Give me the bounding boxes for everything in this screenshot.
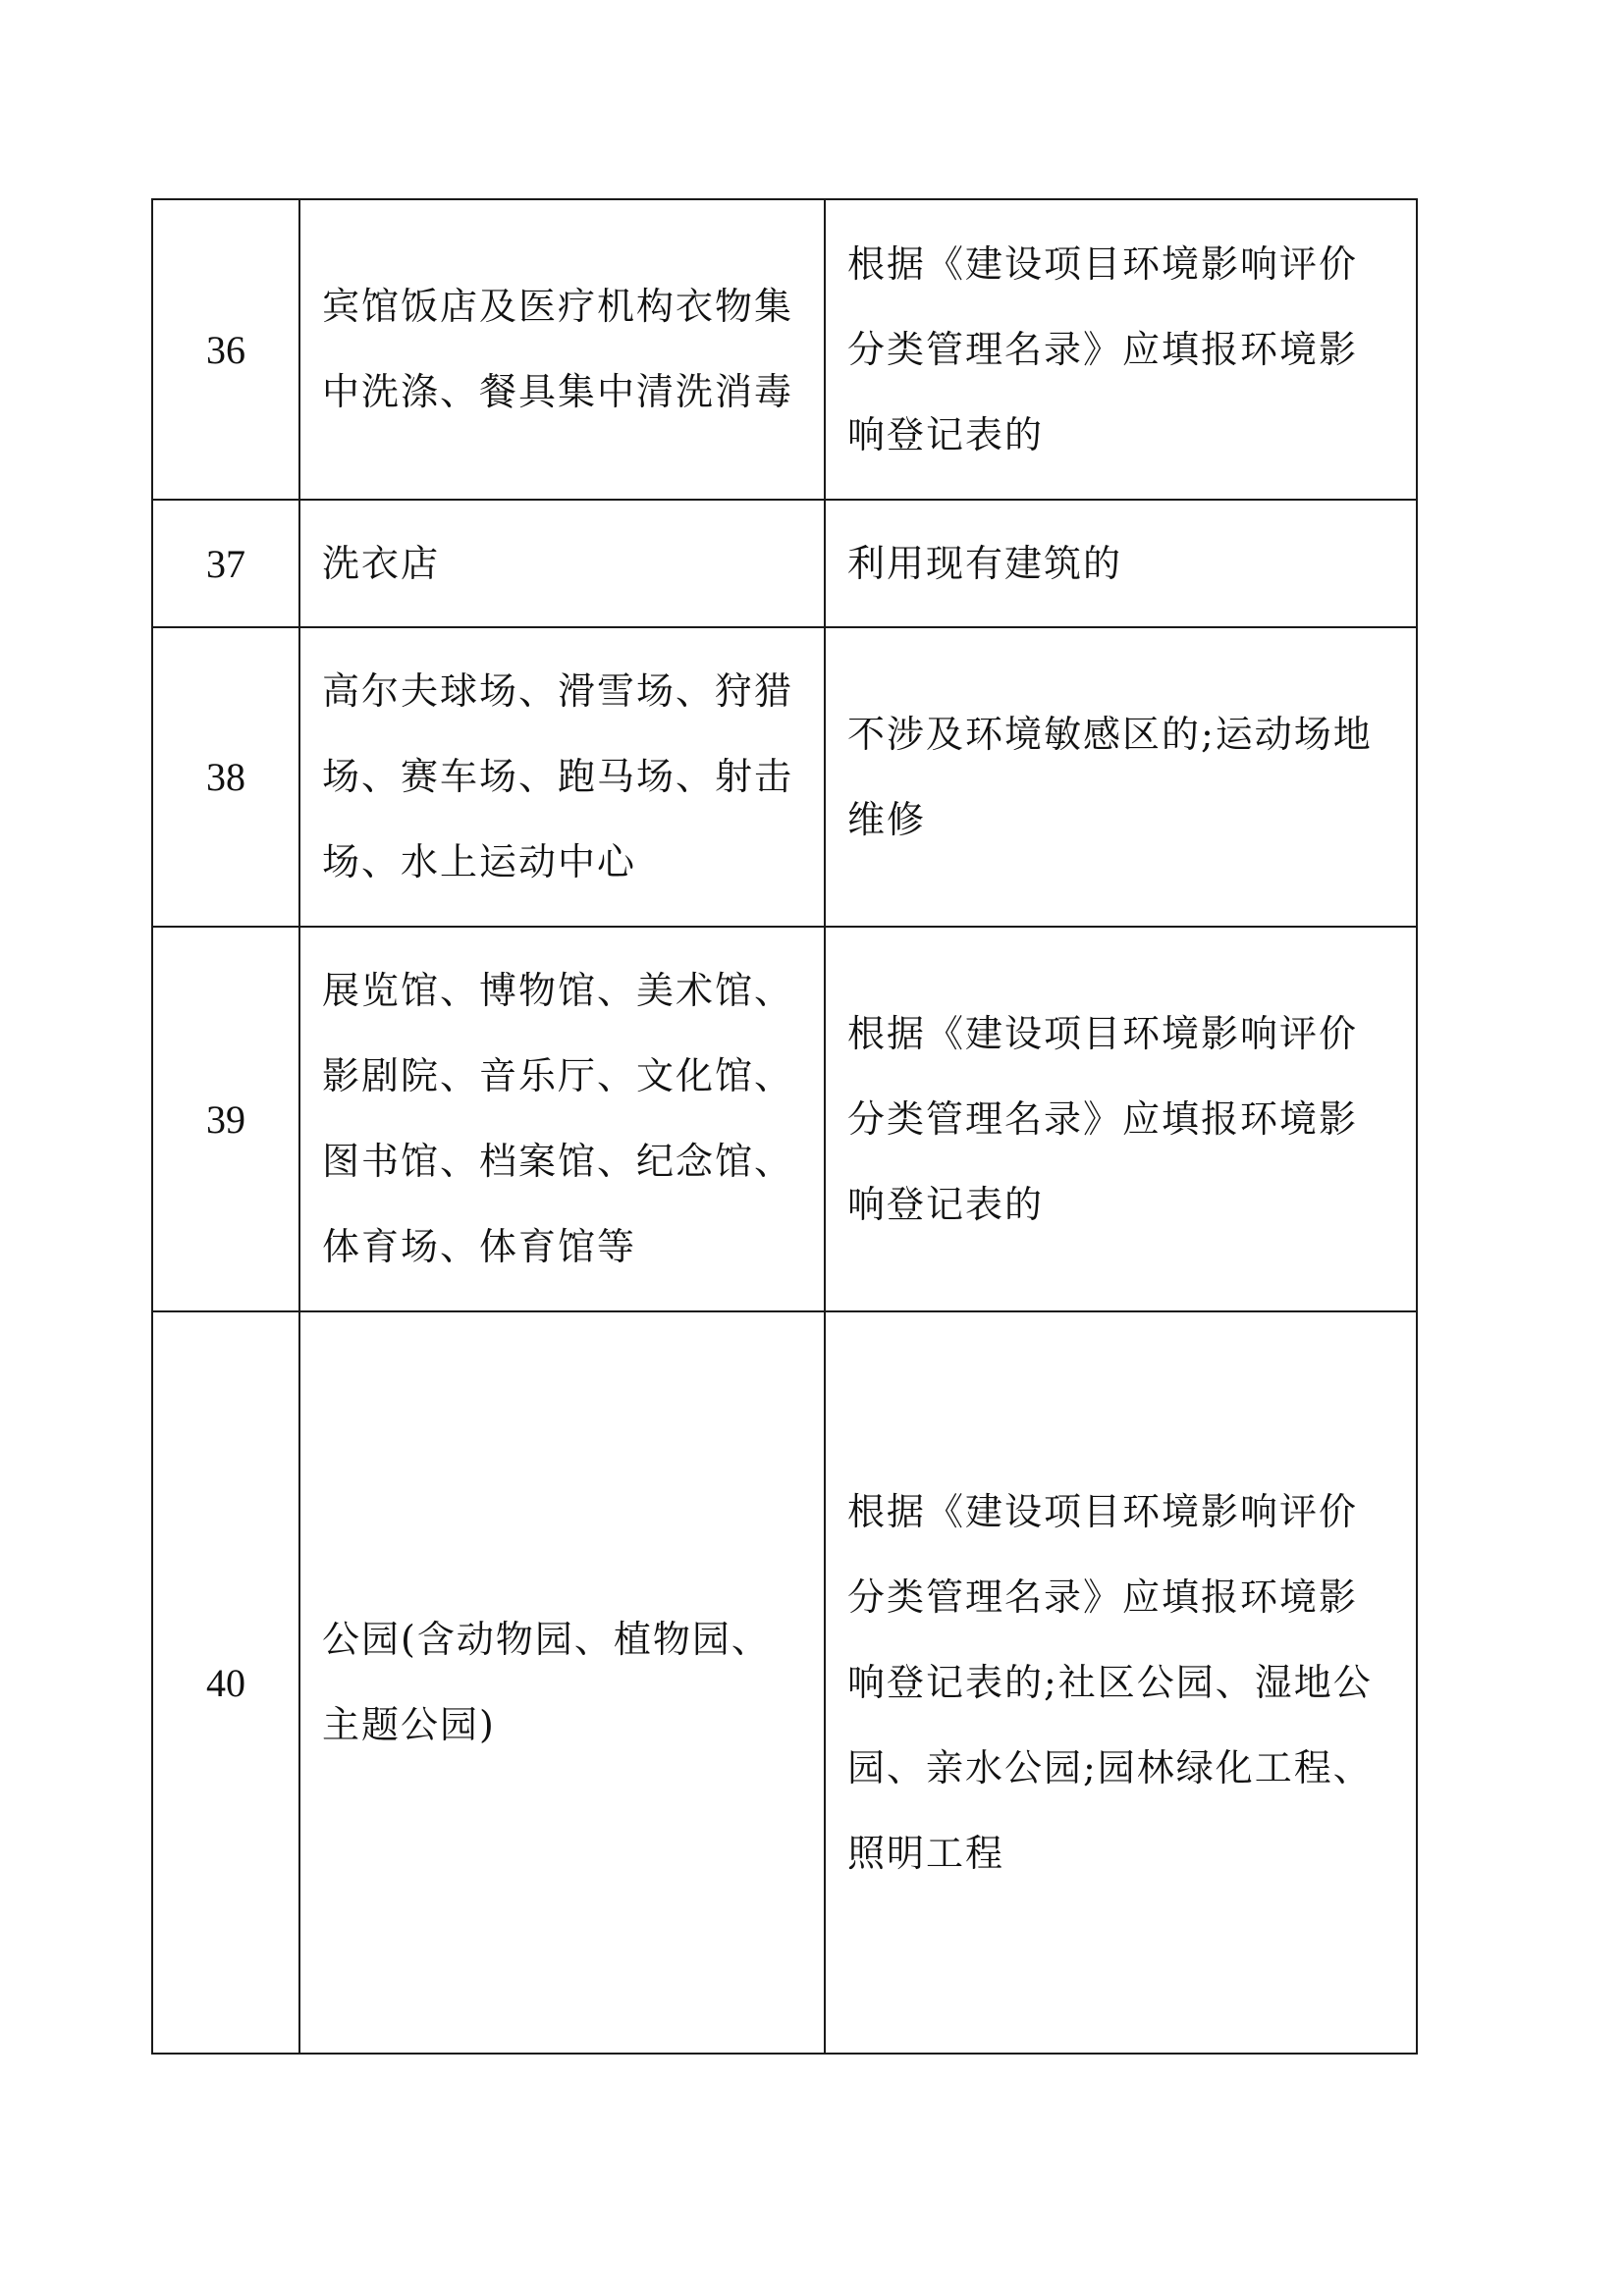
- row-number: 36: [152, 199, 299, 500]
- catalog-table: [151, 198, 1418, 2055]
- row-number: 38: [152, 627, 299, 927]
- table-row: [152, 199, 1417, 500]
- row-condition: 根据《建设项目环境影响评价分类管理名录》应填报环境影响登记表的;社区公园、湿地公园、亲水公园;园林绿化工程、照明工程: [825, 1311, 1417, 2054]
- table-row: [152, 500, 1417, 627]
- row-condition: 根据《建设项目环境影响评价分类管理名录》应填报环境影响登记表的: [825, 199, 1417, 500]
- row-number: 39: [152, 927, 299, 1311]
- row-condition: 不涉及环境敏感区的;运动场地维修: [825, 627, 1417, 927]
- row-category: 宾馆饭店及医疗机构衣物集中洗涤、餐具集中清洗消毒: [299, 199, 825, 500]
- row-category: 展览馆、博物馆、美术馆、影剧院、音乐厅、文化馆、图书馆、档案馆、纪念馆、体育场、体育馆等: [299, 927, 825, 1311]
- row-category: 高尔夫球场、滑雪场、狩猎场、赛车场、跑马场、射击场、水上运动中心: [299, 627, 825, 927]
- row-category: 公园(含动物园、植物园、主题公园): [299, 1311, 825, 2054]
- table-row: [152, 927, 1417, 1311]
- row-number: 37: [152, 500, 299, 627]
- table-row: [152, 627, 1417, 927]
- row-category: 洗衣店: [299, 500, 825, 627]
- row-number: 40: [152, 1311, 299, 2054]
- row-condition: 利用现有建筑的: [825, 500, 1417, 627]
- row-condition: 根据《建设项目环境影响评价分类管理名录》应填报环境影响登记表的: [825, 927, 1417, 1311]
- table-row: [152, 1311, 1417, 2054]
